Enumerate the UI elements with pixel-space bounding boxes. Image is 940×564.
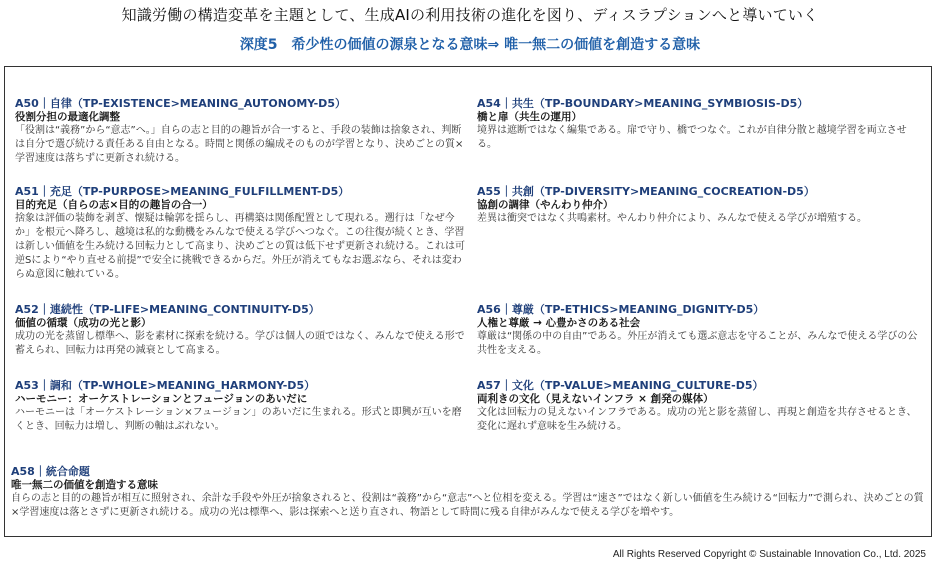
card-heading: A56｜尊厳（TP-ETHICS>MEANING_DIGNITY-D5） (477, 303, 765, 316)
card-body: 差異は衝突ではなく共鳴素材。やんわり仲介により、みんなで使える学びが増殖する。 (477, 213, 867, 224)
card-body: 尊厳は“関係の中の自由”である。外圧が消えても選ぶ意志を守ることが、みんなで使える学びの公共性を支える。 (477, 331, 918, 356)
card-heading: A53｜調和（TP-WHOLE>MEANING_HARMONY-D5） (15, 379, 316, 392)
card-subheading: 協創の調律（やんわり仲介） (477, 199, 614, 211)
card-subheading: 役割分担の最適化調整 (15, 111, 120, 123)
card-body: 捨象は評価の装飾を剥ぎ、懐疑は輪郭を揺らし、再構築は関係配置として現れる。遡行は「なぜ今か」を根元へ降ろし、越境は私的な動機をみんなで使える学びへつなぐ。この往復が続くとき、学習は新しい価値を生み続ける回転力として高まり、決めごとの質は低下せず更新され続ける。これは可逆Sにより“やり直せる前提”で安全に挑戦できるからだ。外圧が消えてもなお選ぶなら、それは変わらぬ意図に触れている。 (15, 213, 465, 280)
card-subheading: 目的充足（自らの志×目的の趣旨の合一） (15, 199, 213, 211)
card-subheading: 価値の循環（成功の光と影） (15, 317, 152, 329)
card-body: 境界は遮断ではなく編集である。扉で守り、橋でつなぐ。これが自律分散と越境学習を両立させる。 (477, 125, 907, 150)
card-subheading: 両利きの文化（見えないインフラ × 創発の媒体） (477, 393, 714, 405)
card-heading: A54｜共生（TP-BOUNDARY>MEANING_SYMBIOSIS-D5） (477, 97, 809, 110)
card-subheading: 橋と扉（共生の運用） (477, 111, 582, 123)
card-a57 (477, 379, 923, 434)
card-heading: A50｜自律（TP-EXISTENCE>MEANING_AUTONOMY-D5） (15, 97, 346, 110)
card-body: 文化は回転力の見えないインフラである。成功の光と影を蒸留し、再現と創造を共存させるとき、変化に遅れず意味を生み続ける。 (477, 407, 917, 432)
card-subheading: 人権と尊厳 → 心豊かさのある社会 (477, 317, 641, 329)
card-heading: A55｜共創（TP-DIVERSITY>MEANING_COCREATION-D5） (477, 185, 815, 198)
card-heading: A58｜統合命題 (11, 465, 90, 478)
card-heading: A52｜連続性（TP-LIFE>MEANING_CONTINUITY-D5） (15, 303, 320, 316)
card-a53 (15, 379, 465, 434)
card-a58 (11, 465, 925, 520)
card-subheading: ハーモニー：オーケストレーションとフュージョンのあいだに (15, 393, 308, 405)
card-body: 成功の光を蒸留し標準へ、影を素材に探索を続ける。学びは個人の頭ではなく、みんなで使える形で蓄えられ、回転力は再発の減衰として高まる。 (15, 331, 465, 356)
card-a51 (15, 185, 465, 282)
card-body: 自らの志と目的の趣旨が相互に照射され、余計な手段や外圧が捨象されると、役割は“義務”から“意志”へと位相を変える。学習は“速さ”ではなく新しい価値を生み続ける“回転力”で測られ、決めごとの質×学習速度は落とさずに更新され続ける。成功の光は標準へ、影は探索へと送り直され、物語として時間に残る自律がみんなで使える学びを増やす。 (11, 493, 924, 518)
card-subheading: 唯一無二の価値を創造する意味 (11, 479, 158, 491)
card-a55 (477, 185, 923, 226)
card-a56 (477, 303, 923, 358)
page-subtitle: 深度5 希少性の価値の源泉となる意味⇒ 唯一無二の価値を創造する意味 (239, 37, 701, 53)
card-a52 (15, 303, 465, 358)
content-frame (4, 66, 932, 537)
page-title: 知識労働の構造変革を主題として、生成AIの利用技術の進化を図り、ディスラプションへと導いていく (121, 6, 819, 24)
card-a50 (15, 97, 465, 166)
card-body: ハーモニーは「オーケストレーション×フュージョン」のあいだに生まれる。形式と即興が互いを磨くとき、回転力は増し、判断の軸はぶれない。 (15, 407, 462, 432)
copyright-footer: All Rights Reserved Copyright © Sustainable Innovation Co., Ltd. 2025 (612, 549, 926, 560)
card-heading: A51｜充足（TP-PURPOSE>MEANING_FULFILLMENT-D5） (15, 185, 350, 198)
card-a54 (477, 97, 923, 152)
card-body: 「役割は“義務”から“意志”へ。」自らの志と目的の趣旨が合一すると、手段の装飾は捨象され、判断は自分で選び続ける責任ある自由となる。時間と関係の編成そのものが学習となり、決めごとの質×学習速度は落ちずに更新され続ける。 (15, 125, 464, 164)
card-heading: A57｜文化（TP-VALUE>MEANING_CULTURE-D5） (477, 379, 764, 392)
